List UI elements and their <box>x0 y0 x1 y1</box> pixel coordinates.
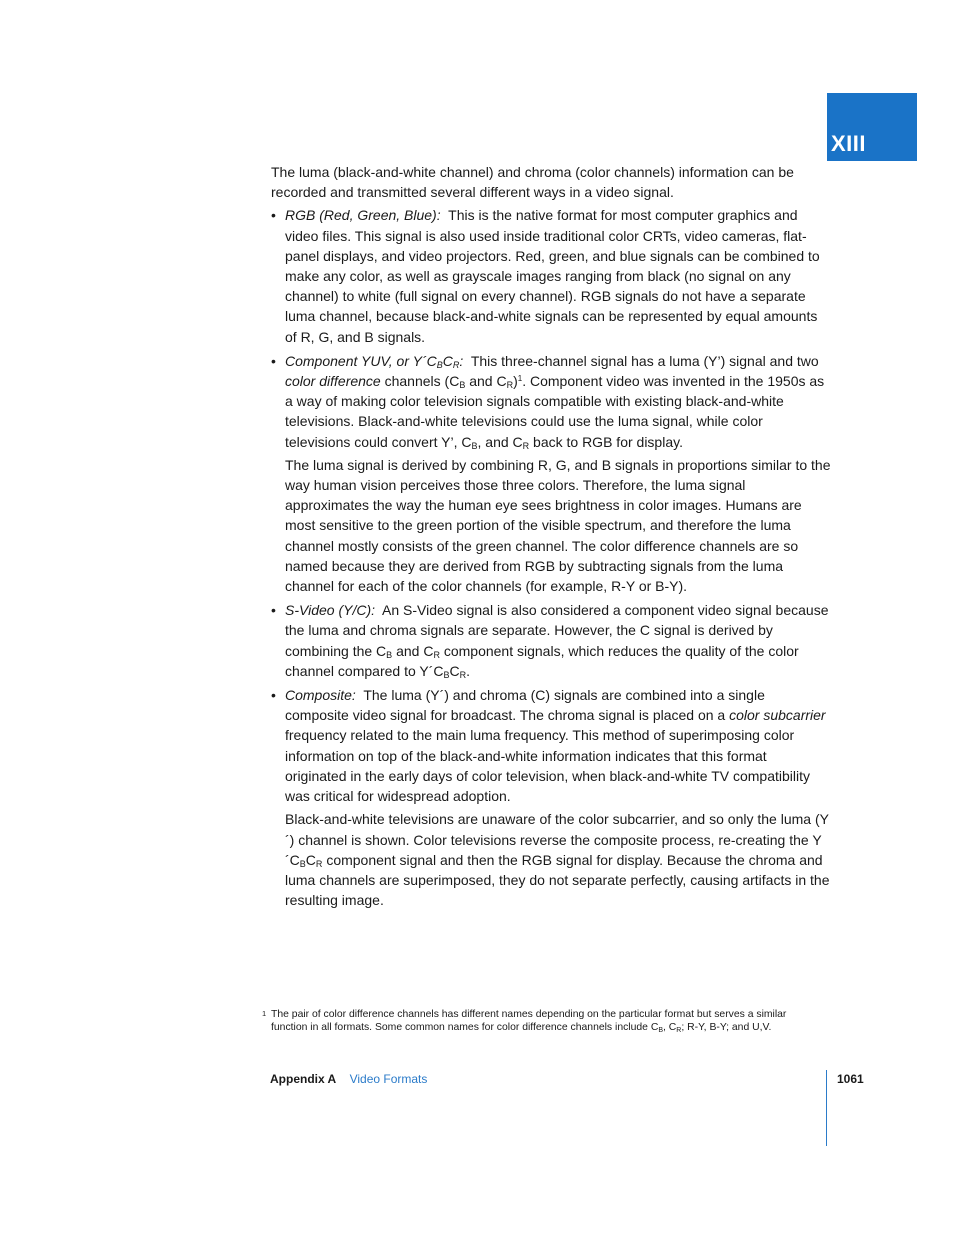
component-paragraph-2: The luma signal is derived by combining R, G, and B signals in proportions similar to the way human vision perceives those three colors. Therefore, the luma signal approximates the way the human eye sees brightness in color images. Humans are most sensitive to the green portion of the visible spectrum, and therefore the luma channel mostly consists of the green channel. The color difference channels are so named because they are derived from RGB by subtracting signals from the luma channel for each of the color channels (for example, R-Y or B-Y). <box>285 456 831 595</box>
footer-section: Appendix A <box>270 1072 337 1086</box>
footnote-mark: 1 <box>262 1009 267 1018</box>
format-list <box>271 205 831 910</box>
footer-chapter-link[interactable]: Video Formats <box>349 1072 428 1086</box>
page-footer <box>270 1072 870 1092</box>
term-composite: Composite: <box>285 687 356 704</box>
list-item-rgb <box>271 205 831 346</box>
list-item-svideo: • S-Video (Y/C): An S-Video signal is also considered a component video signal because the luma and chroma signals are separate. However, the C signal is derived by combining the $C_B$ and $C_R$ component signals, which reduces the quality of the color channel compared to $Y´C_BC_R$. <box>271 600 831 681</box>
intro-paragraph: The luma (black-and-white channel) and chroma (color channels) information can be recorded and transmitted several different ways in a video signal. <box>271 164 794 201</box>
footnote-ref[interactable]: 1 <box>517 374 523 384</box>
term-component: Component YUV, or $Y´C_BC_R$: <box>285 352 464 370</box>
page-content <box>271 162 831 914</box>
chapter-tab <box>827 93 917 161</box>
term-rgb: RGB (Red, Green, Blue): <box>285 207 441 224</box>
term-svideo: S-Video (Y/C): <box>285 602 375 619</box>
list-item-component: • Component YUV, or $Y´C_BC_R$: This three-channel signal has a luma (Y’) signal and two color difference channels ($C_B$ and $C_R)^1$. Component video was invented in the 1950s as a way of making color television signals compatible with existing black-and-white televisions. Black-and-white televisions could use the luma signal, while color televisions could convert Y’, $C_B$, and $C_R$ back to RGB for display. The luma signal is derived by combining R, G, and B signals in proportions similar to the way human vision perceives those three colors. Therefore, the luma signal approximates the way the human eye sees brightness in color images. Humans are most sensitive to the green portion of the visible spectrum, and therefore the luma channel mostly consists of the green channel. The color difference channels are so named because they are derived from RGB by subtracting signals from the luma channel for each of the color channels (for example, R-Y or B-Y). <box>271 351 831 596</box>
list-item-composite: • Composite: The luma (Y´) and chroma (C) signals are combined into a single composite video signal for broadcast. The chroma signal is placed on a color subcarrier frequency related to the main luma frequency. This method of superimposing color information on top of the black-and-white information indicates that this format originated in the early days of color television, when black-and-white TV compatibility was critical for widespread adoption. Black-and-white televisions are unaware of the color subcarrier, and so only the luma (Y´) channel is shown. Color televisions reverse the composite process, re-creating the $Y´C_BC_R$ component signal and then the RGB signal for display. Because the chroma and luma channels are superimposed, they do not separate perfectly, causing artifacts in the resulting image. <box>271 685 831 910</box>
footnote-text: The pair of color difference channels has different names depending on the particular format but serves a similar function in all formats. Some common names for color difference channels include $C_B$, $C_R$; R-Y, B-Y; and U,V. <box>271 1009 787 1035</box>
term-color-difference: color difference <box>285 373 381 390</box>
page-number: 1061 <box>837 1072 864 1086</box>
footnote <box>262 1008 822 1034</box>
footer-divider <box>826 1070 827 1146</box>
rgb-text: This is the native format for most computer graphics and video files. This signal is also used inside traditional color CRTs, video cameras, flat-panel displays, and video projectors. Red, green, and blue signals can be combined to make any color, as well as grayscale images ranging from black (no signal on any channel) to white (full signal on every channel). RGB signals do not have a separate luma channel, because black-and-white signals can be represented by equal amounts of R, G, and B signals. <box>285 207 820 345</box>
term-color-subcarrier: color subcarrier <box>729 707 826 724</box>
composite-paragraph-2: Black-and-white televisions are unaware of the color subcarrier, and so only the luma (Y´) channel is shown. Color televisions reverse the composite process, re-creating the $Y´C_BC_R$ component signal and then the RGB signal for display. Because the chroma and luma channels are superimposed, they do not separate perfectly, causing artifacts in the resulting image. <box>285 811 830 909</box>
chapter-tab-label: XIII <box>831 131 867 156</box>
